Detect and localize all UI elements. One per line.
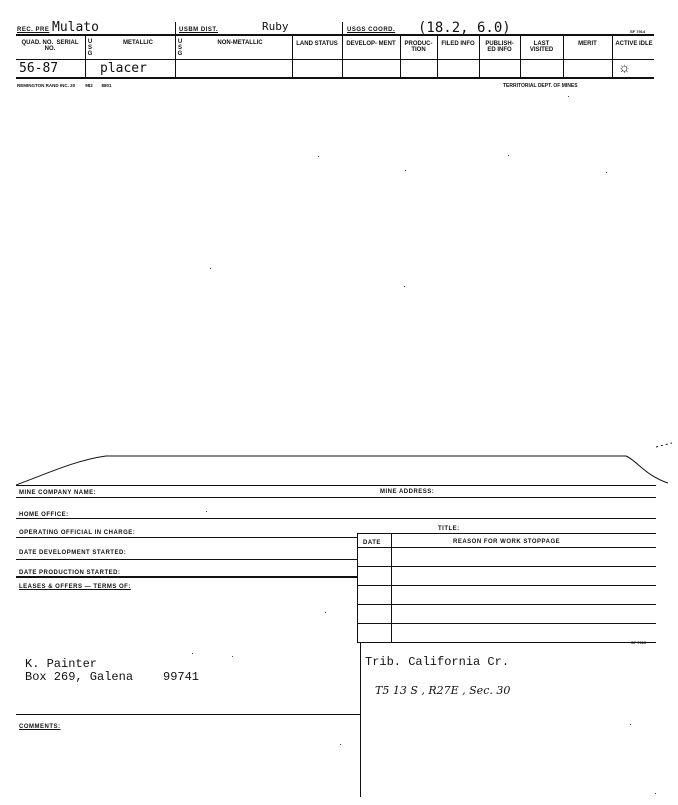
- location-handwritten: T5 13 S , R27E , Sec. 30: [375, 684, 511, 697]
- leases-offers-label: LEASES & OFFERS — TERMS OF:: [19, 584, 131, 590]
- form-number-2: SF 7915: [631, 640, 647, 645]
- col-last-visited-header: LAST VISITED: [529, 41, 554, 53]
- col-quad-serial-header: QUAD. NO. SERIAL NO.: [21, 40, 79, 52]
- metallic-value: placer: [100, 61, 147, 76]
- record-name: Mulato: [52, 20, 99, 35]
- owner-address: Box 269, Galena: [25, 670, 134, 684]
- col-production-header: PRODUC- TION: [404, 41, 433, 53]
- tributary-note: Trib. California Cr.: [365, 655, 510, 669]
- col-development-header: DEVELOP- MENT: [346, 41, 396, 47]
- operating-official-label: OPERATING OFFICIAL IN CHARGE:: [19, 530, 136, 536]
- date-development-started-label: DATE DEVELOPMENT STARTED:: [19, 550, 127, 556]
- mine-company-name-label: MINE COMPANY NAME:: [19, 490, 97, 496]
- col-active-idle-header: ACTIVE IDLE: [615, 41, 653, 47]
- reason-column-label: REASON FOR WORK STOPPAGE: [453, 539, 561, 545]
- home-office-label: HOME OFFICE:: [19, 512, 69, 518]
- agency-label: TERRITORIAL DEPT. OF MINES: [503, 83, 578, 89]
- owner-name: K. Painter: [25, 657, 98, 671]
- comments-label: COMMENTS:: [19, 724, 61, 730]
- owner-zip: 99741: [163, 670, 200, 684]
- col-filed-info-header: FILED INFO: [441, 41, 475, 47]
- usbm-dist-value: Ruby: [262, 20, 289, 33]
- quad-serial-value: 56-87: [19, 61, 59, 76]
- col-usg2-header: U S G: [177, 39, 183, 57]
- col-non-metallic-header: NON-METALLIC: [217, 40, 263, 46]
- usbm-dist-label: USBM DIST.: [179, 27, 219, 33]
- col-usg1-header: U S G: [87, 39, 93, 57]
- active-mark-icon: ☼: [618, 59, 631, 75]
- usgs-coord-label: USGS COORD.: [347, 27, 396, 33]
- col-published-info-header: PUBLISH- ED INFO: [485, 41, 514, 53]
- col-metallic-header: METALLIC: [123, 40, 153, 46]
- col-land-status-header: LAND STATUS: [296, 41, 338, 47]
- date-column-label: DATE: [363, 540, 381, 546]
- rec-prefix-label: REC. PRE: [17, 27, 50, 33]
- printer-info: REMINGTON RAND INC. 20 982 8801: [17, 83, 112, 88]
- form-number: SF 7914: [630, 29, 646, 34]
- mine-address-label: MINE ADDRESS:: [380, 489, 435, 495]
- date-production-started-label: DATE PRODUCTION STARTED:: [19, 570, 121, 576]
- usgs-coord-value: (18.2, 6.0): [418, 20, 511, 36]
- col-merit-header: MERIT: [578, 41, 597, 47]
- title-label: TITLE:: [438, 526, 460, 532]
